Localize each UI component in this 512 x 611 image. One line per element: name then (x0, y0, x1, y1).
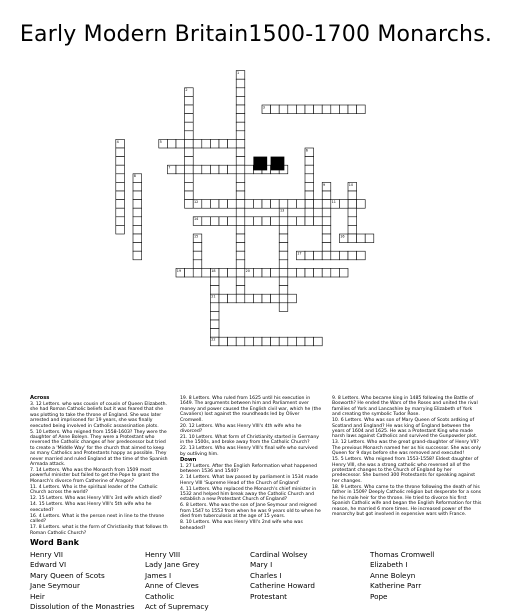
grid-cell[interactable] (133, 191, 142, 200)
grid-cell[interactable] (305, 182, 314, 191)
grid-cell[interactable] (219, 139, 228, 148)
word-bank-item: Cardinal Wolsey (250, 550, 308, 559)
clue-number: 12 (194, 200, 199, 204)
black-cell (253, 157, 267, 171)
word-bank-item: Henry VII (30, 550, 64, 559)
grid-cell[interactable] (245, 337, 254, 346)
grid-cell[interactable] (236, 217, 245, 226)
down-heading: Down (180, 456, 197, 463)
grid-cell[interactable] (305, 337, 314, 346)
grid-cell[interactable] (236, 277, 245, 286)
grid-cell[interactable] (357, 200, 366, 209)
grid-cell[interactable] (185, 157, 194, 166)
grid-cell[interactable] (314, 251, 323, 260)
grid-cell[interactable] (236, 79, 245, 88)
grid-cell[interactable] (236, 139, 245, 148)
clue-number: 9 (323, 182, 326, 187)
grid-cell[interactable] (339, 268, 348, 277)
grid-cell[interactable] (219, 337, 228, 346)
grid-cell[interactable] (262, 337, 271, 346)
grid-cell[interactable] (279, 217, 288, 226)
grid-cell[interactable] (348, 105, 357, 114)
grid-cell[interactable] (202, 200, 211, 209)
clue-number: 20 (245, 268, 250, 273)
grid-cell[interactable] (305, 208, 314, 217)
grid-cell[interactable] (236, 182, 245, 191)
grid-cell[interactable] (133, 182, 142, 191)
grid-cell[interactable] (133, 234, 142, 243)
grid-cell[interactable] (133, 225, 142, 234)
grid-cell[interactable] (116, 208, 125, 217)
grid-cell[interactable] (133, 200, 142, 209)
grid-cell[interactable] (116, 148, 125, 157)
grid-cell[interactable] (116, 174, 125, 183)
clue-text: 17. 8 Letters. what is the form of Christianity that follows th Roman Catholic Church? (30, 525, 168, 536)
clue-text: 13. 12 Letters. Who was the great grand-daughter of Henry VII? The previous Monarch named her as his successor. She was only Queen for 9 days before she was removed and executed! (332, 440, 481, 457)
grid-cell[interactable] (185, 182, 194, 191)
grid-cell[interactable] (210, 277, 219, 286)
grid-cell[interactable] (262, 268, 271, 277)
word-bank-item: Mary Queen of Scots (30, 570, 105, 580)
word-bank-item: James I (145, 570, 172, 580)
word-bank-item: Pope (370, 591, 388, 601)
grid-cell[interactable] (279, 105, 288, 114)
clue-text: 21. 10 Letters. What form of Christianity started in Germany in the 1500s, and broke away from the Catholic Church? (180, 435, 319, 446)
grid-cell[interactable] (271, 200, 280, 209)
grid-cell[interactable] (193, 268, 202, 277)
word-bank-item: Dissolution of the Monastries (30, 602, 135, 611)
grid-cell[interactable] (279, 234, 288, 243)
grid-cell[interactable] (245, 217, 254, 226)
grid-cell[interactable] (202, 217, 211, 226)
clue-number: 13 (280, 208, 285, 213)
grid-cell[interactable] (228, 217, 237, 226)
grid-cell[interactable] (314, 268, 323, 277)
grid-cell[interactable] (210, 311, 219, 320)
grid-cell[interactable] (357, 105, 366, 114)
grid-cell[interactable] (279, 286, 288, 295)
clues-column-1 (30, 396, 170, 537)
grid-cell[interactable] (288, 200, 297, 209)
grid-cell[interactable] (176, 139, 185, 148)
grid-cell[interactable] (279, 303, 288, 312)
grid-cell[interactable] (288, 105, 297, 114)
word-bank-item: Charles I (250, 570, 282, 580)
grid-cell[interactable] (228, 139, 237, 148)
grid-cell[interactable] (305, 268, 314, 277)
clue-text: 15. 5 Letters. Who reigned from 1553-1558? Eldest daughter of Henry VIII, she was a strong catholic who reversed all of the protestant changes to the Church of England by her predecessor. She burned 300 Protestants for speaking against her changes. (332, 457, 479, 484)
grid-cell[interactable] (296, 217, 305, 226)
grid-cell[interactable] (236, 122, 245, 131)
grid-cell[interactable] (322, 200, 331, 209)
grid-cell[interactable] (133, 243, 142, 252)
grid-cell[interactable] (357, 234, 366, 243)
grid-cell[interactable] (236, 200, 245, 209)
grid-cell[interactable] (288, 268, 297, 277)
grid-cell[interactable] (279, 225, 288, 234)
word-bank-item: Protestant (250, 591, 287, 601)
grid-cell[interactable] (245, 165, 254, 174)
grid-cell[interactable] (236, 105, 245, 114)
grid-cell[interactable] (279, 268, 288, 277)
grid-cell[interactable] (262, 200, 271, 209)
clue-number: 7 (168, 165, 171, 170)
grid-cell[interactable] (331, 251, 340, 260)
grid-cell[interactable] (322, 191, 331, 200)
grid-cell[interactable] (305, 191, 314, 200)
grid-cell[interactable] (322, 208, 331, 217)
grid-cell[interactable] (331, 105, 340, 114)
grid-cell[interactable] (279, 243, 288, 252)
clue-number: 3 (262, 105, 265, 110)
clue-text: 11. 4 Letters. Who is the spiritual leader of the Catholic Church across the world? (30, 484, 158, 496)
grid-cell[interactable] (236, 114, 245, 123)
grid-cell[interactable] (185, 131, 194, 140)
grid-cell[interactable] (296, 105, 305, 114)
clue-text: 3. 12 Letters. who was cousin of cousin of Queen Elizabeth. she had Roman Catholic beliefs but it was feared that she was plotting to take the throne of England. She was later arrested and imprisoned for 19 years, she was finally executed being involved in Catholic assassination plots. (30, 402, 167, 429)
grid-cell[interactable] (245, 200, 254, 209)
grid-cell[interactable] (202, 268, 211, 277)
grid-cell[interactable] (339, 200, 348, 209)
clue-number: 14 (194, 217, 199, 222)
clues-column-2 (180, 396, 322, 532)
grid-cell[interactable] (271, 105, 280, 114)
grid-cell[interactable] (322, 225, 331, 234)
grid-cell[interactable] (193, 139, 202, 148)
clue-number: 19 (176, 268, 182, 273)
grid-cell[interactable] (271, 217, 280, 226)
grid-cell[interactable] (202, 139, 211, 148)
clue-number: 2 (185, 88, 188, 93)
grid-cell[interactable] (236, 225, 245, 234)
word-bank-title: Word Bank (30, 538, 80, 547)
grid-cell[interactable] (322, 251, 331, 260)
clue-number: 18 (211, 268, 216, 273)
grid-cell[interactable] (348, 225, 357, 234)
clue-number: 1 (237, 71, 240, 75)
grid-cell[interactable] (236, 148, 245, 157)
grid-cell[interactable] (193, 165, 202, 174)
grid-cell[interactable] (339, 105, 348, 114)
grid-cell[interactable] (167, 139, 176, 148)
grid-cell[interactable] (288, 337, 297, 346)
grid-cell[interactable] (219, 217, 228, 226)
grid-cell[interactable] (176, 165, 185, 174)
grid-cell[interactable] (193, 251, 202, 260)
grid-cell[interactable] (236, 243, 245, 252)
clue-number: 21 (211, 294, 216, 299)
grid-cell[interactable] (210, 303, 219, 312)
grid-cell[interactable] (348, 217, 357, 226)
grid-cell[interactable] (305, 157, 314, 166)
word-bank-item: Elizabeth I (370, 560, 408, 570)
grid-cell[interactable] (305, 174, 314, 183)
clue-text: 6. 8 Letters. Who was the son of Jane Seymour and reigned from 1547 to 1553 from when he was 9 years old to when he died from tuberculosis at the age of 15 years. (180, 503, 321, 520)
grid-cell[interactable] (262, 217, 271, 226)
grid-cell[interactable] (228, 165, 237, 174)
clue-text: 18. 9 Letters. Who came to the throne following the death of his father in 1509? Deeply Catholic religion but desperate for a sons he his male heir for the throne. He tried to divorce his first Spanish Catholic wife and began the English Reformation for this reason, he married 6 more times. He increased power of the monarchy but got involved in expensive wars with France. (332, 484, 482, 517)
grid-cell[interactable] (253, 268, 262, 277)
grid-cell[interactable] (219, 200, 228, 209)
grid-cell[interactable] (348, 251, 357, 260)
grid-cell[interactable] (305, 105, 314, 114)
word-bank-item: Mary I (250, 560, 273, 570)
grid-cell[interactable] (236, 191, 245, 200)
grid-cell[interactable] (116, 165, 125, 174)
clue-text: 4. 11 Letters. Who replaced the Monarch's chief minister in 1532 and helped him break away the Catholic Church and establish a new Protestant Church of England? (180, 486, 317, 503)
grid-cell[interactable] (322, 234, 331, 243)
grid-cell[interactable] (185, 165, 194, 174)
clue-text: 8. 10 Letters. Who was Henry VIII's 2nd wife who was beheaded? (180, 520, 303, 531)
grid-cell[interactable] (185, 148, 194, 157)
clue-number: 4 (116, 139, 119, 144)
grid-cell[interactable] (228, 337, 237, 346)
grid-cell[interactable] (253, 217, 262, 226)
word-bank-item: Heir (30, 591, 45, 601)
grid-cell[interactable] (305, 217, 314, 226)
grid-cell[interactable] (185, 268, 194, 277)
grid-cell[interactable] (210, 200, 219, 209)
grid-cell[interactable] (271, 294, 280, 303)
word-bank-item: Catherine Howard (250, 581, 315, 591)
word-bank-item: Edward VI (30, 560, 67, 570)
grid-cell[interactable] (185, 114, 194, 123)
grid-cell[interactable] (288, 217, 297, 226)
grid-cell[interactable] (365, 234, 374, 243)
clue-number: 8 (133, 174, 136, 179)
grid-cell[interactable] (253, 294, 262, 303)
grid-cell[interactable] (236, 268, 245, 277)
grid-cell[interactable] (279, 251, 288, 260)
grid-cell[interactable] (296, 337, 305, 346)
grid-cell[interactable] (185, 174, 194, 183)
grid-cell[interactable] (185, 191, 194, 200)
grid-cell[interactable] (193, 260, 202, 269)
clue-text: 19. 8 Letters. Who ruled from 1625 until his execution in 1649. The arguments between him and Parliament over money and power caused the English civil war, which he (the Cavaliers) lost against the roundheads led by Oliver Cromwell. (180, 396, 322, 423)
grid-cell[interactable] (236, 88, 245, 97)
clues-column-3 (332, 396, 482, 518)
grid-cell[interactable] (348, 208, 357, 217)
grid-cell[interactable] (193, 243, 202, 252)
word-bank-item: Lady Jane Grey (145, 560, 200, 570)
clue-text: 16. 4 Letters. What is the person next in line to the throne called? (30, 513, 165, 525)
grid-cell[interactable] (116, 191, 125, 200)
grid-cell[interactable] (253, 337, 262, 346)
grid-cell[interactable] (116, 157, 125, 166)
grid-cell[interactable] (331, 268, 340, 277)
grid-cell[interactable] (236, 251, 245, 260)
grid-cell[interactable] (185, 105, 194, 114)
grid-cell[interactable] (236, 260, 245, 269)
grid-cell[interactable] (253, 200, 262, 209)
grid-cell[interactable] (236, 165, 245, 174)
grid-cell[interactable] (322, 217, 331, 226)
grid-cell[interactable] (116, 200, 125, 209)
clue-text: 5. 10 Letters. Who reigned from 1558-1603? They were the daughter of Anne Boleyn. They were a Protestant who reversed the Catholic changes of her predecessor but tried to create a 'Middle Way' for the church that aimed to keep as many Catholics and Protestants happy as possible. They never married and ruled England at the time of the Spanish Armada attack. (30, 429, 168, 468)
grid-cell[interactable] (236, 234, 245, 243)
grid-cell[interactable] (116, 225, 125, 234)
grid-cell[interactable] (185, 200, 194, 209)
grid-cell[interactable] (305, 165, 314, 174)
grid-cell[interactable] (288, 294, 297, 303)
grid-cell[interactable] (357, 251, 366, 260)
grid-cell[interactable] (279, 260, 288, 269)
grid-cell[interactable] (236, 131, 245, 140)
word-bank-item: Anne Boleyn (370, 570, 416, 580)
grid-cell[interactable] (202, 165, 211, 174)
grid-cell[interactable] (210, 165, 219, 174)
grid-cell[interactable] (314, 217, 323, 226)
grid-cell[interactable] (210, 329, 219, 338)
clue-text: 10. 6 Letters. Who was son of Mary Queen of Scots ardking of Scotland and England? He was king of England between the years of 1604 and 1625. He was a Protestant King who made harsh laws against Catholics and survived the Gunpowder plot. (332, 418, 478, 440)
grid-cell[interactable] (236, 96, 245, 105)
grid-cell[interactable] (236, 208, 245, 217)
grid-cell[interactable] (348, 234, 357, 243)
clue-number: 10 (348, 182, 354, 187)
grid-cell[interactable] (228, 268, 237, 277)
word-bank-item: Henry VIII (145, 550, 181, 559)
grid-cell[interactable] (185, 122, 194, 131)
word-bank-item: Anne of Cleves (145, 581, 199, 591)
grid-cell[interactable] (133, 251, 142, 260)
clue-text: 9. 8 Letters. Who became king in 1485 following the Battle of Bosworth? He ended the Wars of the Roses and united the rival families of York and Lancashire by marrying Elizabeth of York and creating the symbolic Tudor Rose. (332, 396, 478, 418)
grid-cell[interactable] (279, 200, 288, 209)
grid-cell[interactable] (133, 217, 142, 226)
grid-cell[interactable] (236, 157, 245, 166)
grid-cell[interactable] (116, 182, 125, 191)
clue-text: 1. 27 Letters. After the English Reformation what happened between 1536 and 1540? (180, 463, 318, 475)
grid-cell[interactable] (314, 105, 323, 114)
grid-cell[interactable] (185, 139, 194, 148)
word-bank-item: Katherine Parr (370, 581, 422, 591)
grid-cell[interactable] (185, 96, 194, 105)
clue-number: 22 (211, 337, 216, 342)
clue-number: 16 (340, 234, 345, 239)
grid-cell[interactable] (228, 200, 237, 209)
grid-cell[interactable] (271, 268, 280, 277)
grid-cell[interactable] (210, 139, 219, 148)
grid-cell[interactable] (314, 337, 323, 346)
grid-cell[interactable] (305, 251, 314, 260)
clue-number: 11 (331, 200, 336, 204)
grid-cell[interactable] (322, 268, 331, 277)
grid-cell[interactable] (236, 337, 245, 346)
grid-cell[interactable] (305, 200, 314, 209)
clue-text: 12. 15 Letters. Who was Henry VIII's 3rd wife which died? (30, 496, 162, 502)
clue-number: 15 (194, 234, 199, 239)
word-bank-item: Catholic (145, 591, 175, 601)
grid-cell[interactable] (271, 337, 280, 346)
grid-cell[interactable] (245, 294, 254, 303)
across-heading: Across (30, 395, 50, 401)
word-bank-item: Jane Seymour (30, 581, 80, 591)
word-bank-item: Thomas Cromwell (370, 550, 435, 559)
clue-number: 17 (297, 251, 302, 256)
grid-cell[interactable] (279, 277, 288, 286)
grid-cell[interactable] (314, 200, 323, 209)
grid-cell[interactable] (262, 294, 271, 303)
grid-cell[interactable] (228, 294, 237, 303)
grid-cell[interactable] (279, 294, 288, 303)
grid-cell[interactable] (339, 251, 348, 260)
grid-cell[interactable] (296, 200, 305, 209)
grid-cell[interactable] (219, 294, 228, 303)
grid-cell[interactable] (236, 174, 245, 183)
clue-text: 2. 14 Letters. What law passed by parliament in 1534 made Henry VIII 'Supreme Head of the Church of England' (180, 475, 319, 486)
grid-cell[interactable] (279, 337, 288, 346)
black-cell (271, 157, 285, 171)
grid-cell[interactable] (210, 286, 219, 295)
clue-number: 5 (159, 139, 162, 144)
grid-cell[interactable] (236, 294, 245, 303)
clue-text: 14. 15 Letters. Who was Henry VIII's 5th wife who he executed? (30, 502, 152, 513)
clue-text: 22. 13 Letters. Who was Henry VIII's final wife who survived by outliving him. (180, 446, 318, 457)
grid-cell[interactable] (348, 191, 357, 200)
clue-text: 20. 12 Letters. Who was Henry VIII's 4th wife who he divorced? (180, 423, 302, 435)
grid-cell[interactable] (133, 208, 142, 217)
grid-cell[interactable] (322, 243, 331, 252)
grid-cell[interactable] (348, 200, 357, 209)
clue-text: 7. 14 Letters. Who was the Monarch from 1509 most powerful minister but failed to get the Pope to grant the Monarch's divorce from Catherine of Aragon? (30, 468, 160, 484)
grid-cell[interactable] (219, 268, 228, 277)
grid-cell[interactable] (219, 165, 228, 174)
grid-cell[interactable] (236, 286, 245, 295)
grid-cell[interactable] (116, 217, 125, 226)
grid-cell[interactable] (210, 217, 219, 226)
grid-cell[interactable] (210, 320, 219, 329)
clue-number: 6 (305, 148, 308, 153)
grid-cell[interactable] (296, 268, 305, 277)
word-bank-item: Act of Supremacy (145, 602, 209, 611)
grid-cell[interactable] (322, 105, 331, 114)
page-title: Early Modern Britain1500-1700 Monarchs. (19, 22, 493, 47)
